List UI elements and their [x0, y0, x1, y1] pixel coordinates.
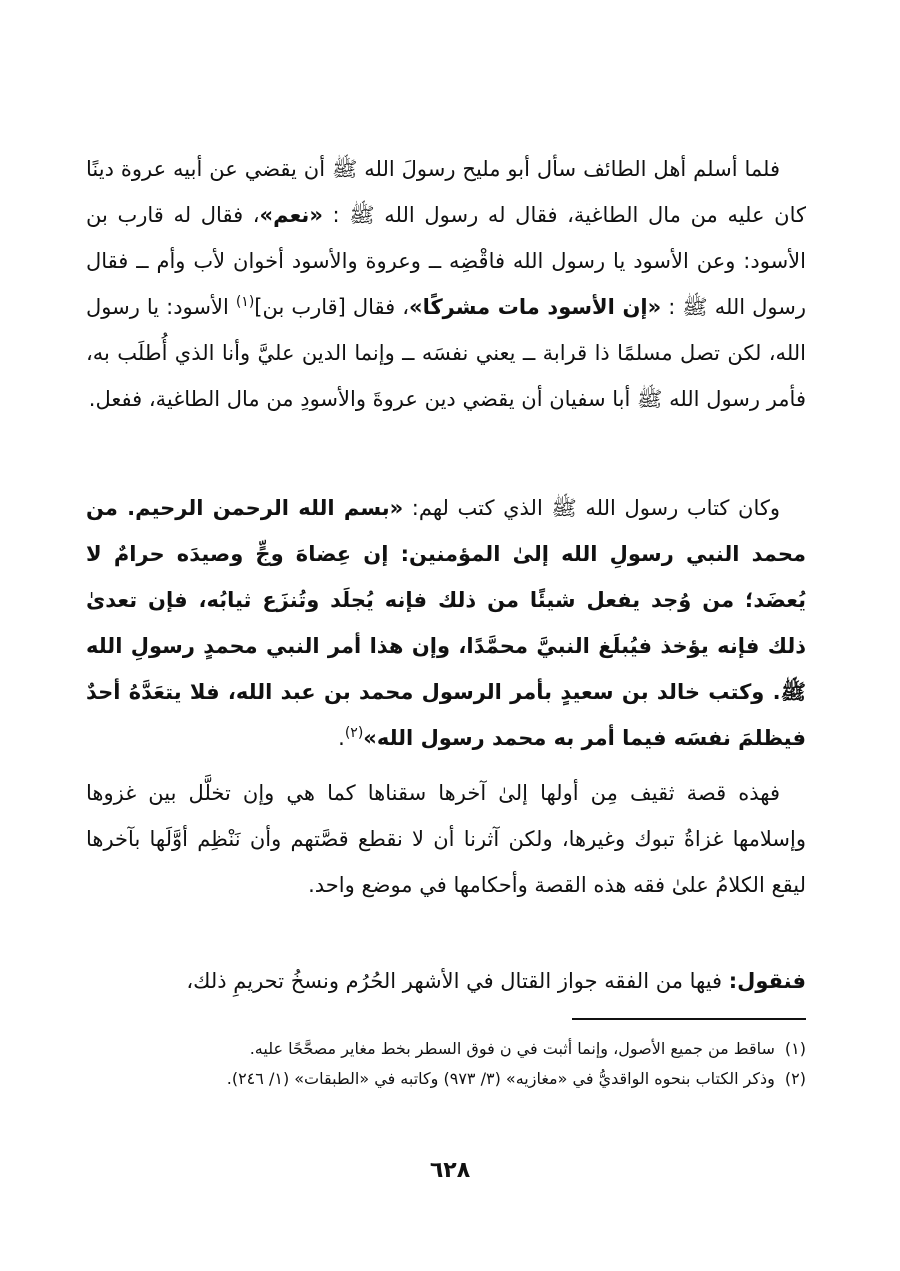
footnote-ref-1[interactable]: (١) — [235, 294, 255, 310]
paragraph-4-lead: فنقول: — [728, 969, 806, 993]
footnote-2 — [86, 1064, 806, 1094]
paragraph-4-text: فيها من الفقه جواز القتال في الأشهر الحُرُم ونسخُ تحريمِ ذلك، — [186, 969, 729, 993]
paragraph-1-part-1: فلما أسلم أهل الطائف سأل أبو مليح رسولَ الله ﷺ أن يقضي عن أبيه عروة دينًا كان عليه من مال الطاغية، فقال له رسول الله ﷺ : — [86, 157, 806, 227]
page-number: ٦٢٨ — [429, 1158, 471, 1183]
paragraph-1 — [86, 146, 806, 422]
footnote-ref-2[interactable]: (٢) — [344, 725, 364, 741]
footnote-number: (١) — [784, 1039, 806, 1058]
paragraph-1-part-3: ، فقال [قارب بن] — [254, 295, 410, 319]
paragraph-2 — [86, 485, 806, 761]
paragraph-4 — [86, 958, 806, 1004]
footnote-text: ساقط من جميع الأصول، وإنما أثبت في ن فوق السطر بخط مغاير مصحَّحًا عليه. — [249, 1039, 775, 1058]
paragraph-2-letter: «بسم الله الرحمن الرحيم. من محمد النبي رسولِ الله إلىٰ المؤمنين: إن عِضاهَ وجٍّ وصيدَه حرامٌ لا يُعضَد؛ من وُجد يفعل شيئًا من ذلك فإنه يُجلَد وتُنزَع ثيابُه، فإن تعدىٰ ذلك فإنه يؤخذ فيُبلَغ النبيَّ محمَّدًا، وإن هذا أمر النبي محمدٍ رسولِ الله ﷺ. وكتب خالد بن سعيدٍ بأمر الرسول محمد بن عبد الله، فلا يتعَدَّهُ أحدٌ فيظلمَ نفسَه فيما أمر به محمد رسول الله» — [86, 496, 806, 750]
paragraph-1-part-4: الأسود: يا رسول الله، لكن تصل مسلمًا ذا قرابة ــ يعني نفسَه ــ وإنما الدين عليَّ وأنا الذي أُطلَب به، فأمر رسول الله ﷺ أبا سفيان أن يقضي دين عروةَ والأسودِ من مال الطاغية، ففعل. — [86, 295, 806, 411]
paragraph-2-intro: وكان كتاب رسول الله ﷺ الذي كتب لهم: — [403, 496, 780, 520]
paragraph-3-text: فهذه قصة ثقيف مِن أولها إلىٰ آخرها سقناها كما هي وإن تخلَّل بين غزوها وإسلامها غزاةُ تبوك وغيرها، ولكن آثرنا أن لا نقطع قصَّتهم وأن نَنْظِم أوَّلَها بآخرها ليقع الكلامُ علىٰ فقه هذه القصة وأحكامها في موضع واحد. — [86, 781, 806, 897]
footnote-text: وذكر الكتاب بنحوه الواقديُّ في «مغازيه» (٣/ ٩٧٣) وكاتبه في «الطبقات» (١/ ٢٤٦). — [226, 1069, 775, 1088]
paragraph-2-end: . — [338, 726, 345, 750]
paragraph-1-quote-2: «إن الأسود مات مشركًا» — [409, 295, 662, 319]
footnotes — [86, 1034, 806, 1094]
paragraph-1-quote-1: «نعم» — [259, 203, 323, 227]
footnote-1 — [86, 1034, 806, 1064]
footnote-number: (٢) — [784, 1069, 806, 1088]
paragraph-1-part-2: ، فقال له قارب بن الأسود: وعن الأسود يا رسول الله فاقْضِه ــ وعروة والأسود أخوان لأب وأم ــ فقال رسول الله ﷺ : — [86, 203, 806, 319]
footnote-divider — [572, 1018, 806, 1020]
paragraph-3 — [86, 770, 806, 908]
